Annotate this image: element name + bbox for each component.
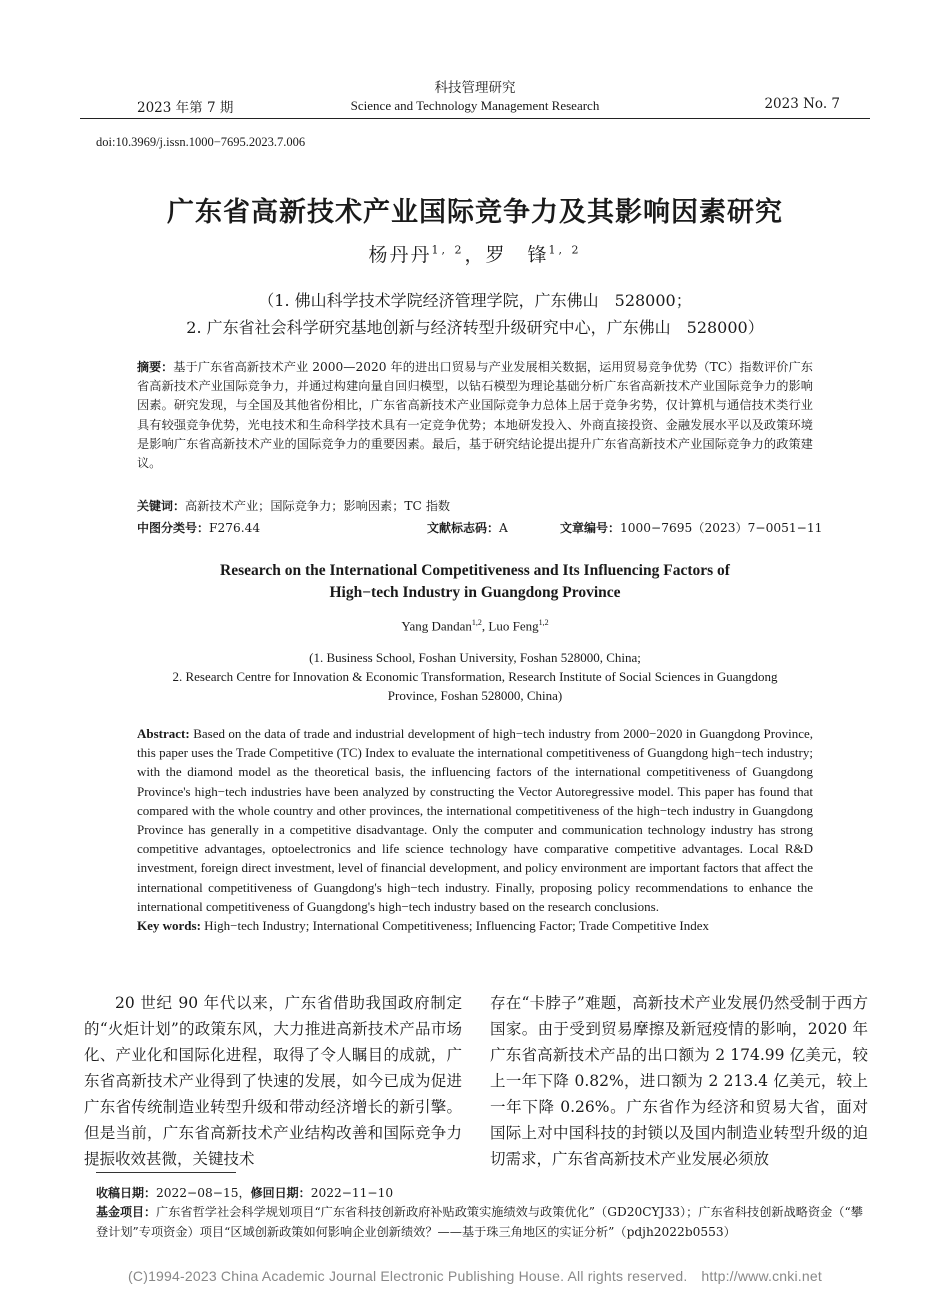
copyright-line bbox=[0, 1268, 950, 1284]
affiliation-cn-2: 2. 广东省社会科学研究基地创新与经济转型升级研究中心，广东佛山 528000） bbox=[186, 318, 764, 337]
clc bbox=[137, 519, 260, 536]
copyright-text: (C)1994-2023 China Academic Journal Electronic Publishing House. All rights reserved. bbox=[128, 1268, 688, 1284]
abstract-en-text: Based on the data of trade and industrial development of high−tech industry from 2000−2020 in Guangdong Province, this paper uses the Trade Competitive (TC) Index to evaluate the international competitiveness of Guangdong high−tech industry; with the diamond model as the theoretical basis, the influencing factors of the international competitiveness of Guangdong Province's high−tech industries have been analyzed by constructing the Vector Autoregressive model. This paper has found that compared with the whole country and other provinces, the international competitiveness of the high−tech industry in Guangdong Province has generally in a competitive disadvantage. Only the computer and communication technology industry has strong competitive advantages, optoelectronics and life science technology have comparative competitive advantages. Local R&D investment, foreign direct investment, level of financial development, and policy environment are important factors that affect the international competitiveness of Guangdong's high−tech industry. Finally, proposing policy recommendations to enhance the international competitiveness of Guangdong's high−tech industry based on the research conclusions. bbox=[137, 726, 813, 914]
clc-label: 中图分类号： bbox=[137, 521, 210, 535]
article-no bbox=[560, 519, 822, 536]
doc-code bbox=[427, 519, 508, 536]
affiliation-en-3: Province, Foshan 528000, China) bbox=[387, 688, 563, 703]
author-separator-cn: ， bbox=[464, 244, 486, 266]
author-2-en: Luo Feng bbox=[488, 618, 539, 634]
keywords-cn-text: 高新技术产业；国际竞争力；影响因素；TC 指数 bbox=[185, 499, 451, 513]
keywords-en-text: High−tech Industry; International Competitiveness; Influencing Factor; Trade Competitive Index bbox=[204, 918, 710, 934]
author-1-en-sup: 1,2 bbox=[471, 618, 482, 627]
keywords-cn-label: 关键词： bbox=[137, 499, 186, 513]
author-2-en-sup: 1,2 bbox=[538, 618, 549, 627]
journal-name-cn: 科技管理研究 bbox=[434, 80, 516, 96]
abstract-en bbox=[137, 724, 813, 935]
header-rule bbox=[80, 118, 870, 119]
affiliation-cn-1: （1. 佛山科学技术学院经济管理学院，广东佛山 528000； bbox=[258, 291, 692, 310]
doc-code-label: 文献标志码： bbox=[427, 521, 500, 535]
received-label: 收稿日期： bbox=[96, 1186, 157, 1200]
affiliations-en bbox=[0, 648, 950, 705]
footnote-dates bbox=[96, 1183, 871, 1203]
revised-value: 2022−11−10 bbox=[310, 1186, 394, 1200]
author-1-en: Yang Dandan bbox=[401, 618, 472, 634]
received-value: 2022−08−15， bbox=[156, 1186, 251, 1200]
footnote-rule bbox=[96, 1172, 236, 1173]
paper-title-en bbox=[0, 560, 950, 604]
fund-text: 广东省哲学社会科学规划项目“广东省科技创新政府补贴政策实施绩效与政策优化”（GD20CYJ33）；广东省科技创新战略资金（“攀登计划”专项资金）项目“区域创新政策如何影响企业创新绩效？——基于珠三角地区的实证分析”（pdjh2022b0553） bbox=[96, 1205, 863, 1239]
body-paragraph-1: 20 世纪 90 年代以来，广东省借助我国政府制定的“火炬计划”的政策东风，大力推进高新技术产品市场化、产业化和国际化进程，取得了令人瞩目的成就，广东省高新技术产业得到了快速的发展，如今已成为促进广东省传统制造业转型升级和带动经济增长的新引擎。但是当前，广东省高新技术产业结构改善和国际竞争力提振收效甚微，关键技术 bbox=[84, 994, 462, 1168]
body-paragraph-2: 存在“卡脖子”难题，高新技术产业发展仍然受制于西方国家。由于受到贸易摩擦及新冠疫情的影响，2020 年广东省高新技术产品的出口额为 2 174.99 亿美元，较上一年下降 0.82%，进口额为 2 213.4 亿美元，较上一年下降 0.26%。广东省作为经济和贸易大省，面对国际上对中国科技的封锁以及国内制造业转型升级的迫切需求，广东省高新技术产业发展必须放 bbox=[490, 994, 868, 1168]
author-1-cn-sup: 1, 2 bbox=[431, 243, 465, 257]
abstract-cn-text: 基于广东省高新技术产业 2000—2020 年的进出口贸易与产业发展相关数据，运用贸易竞争优势（TC）指数评价广东省高新技术产业国际竞争力，并通过构建向量自回归模型，以钻石模型为理论基础分析广东省高新技术产业国际竞争力的影响因素。研究发现，与全国及其他省份相比，广东省高新技术产业国际竞争力总体上居于竞争劣势，仅计算机与通信技术类行业具有较强竞争优势，光电技术和生命科学技术具有一定竞争优势；本地研发投入、外商直接投资、金融发展水平以及政策环境是影响广东省高新技术产业的国际竞争力的重要因素。最后，基于研究结论提出提升广东省高新技术产业国际竞争力的政策建议。 bbox=[137, 360, 813, 471]
journal-name-en: Science and Technology Management Research bbox=[350, 98, 600, 113]
header-issue-cn: 2023 年第 7 期 bbox=[137, 100, 234, 116]
affiliation-en-2: 2. Research Centre for Innovation & Economic Transformation, Research Institute of Social Sciences in Guangdong bbox=[172, 669, 778, 684]
affiliation-en-1: (1. Business School, Foshan University, Foshan 528000, China; bbox=[309, 650, 641, 665]
header-issue-en: 2023 No. 7 bbox=[764, 96, 840, 112]
paper-title-en-line2: High−tech Industry in Guangdong Province bbox=[329, 584, 621, 601]
keywords-en-label: Key words: bbox=[137, 918, 201, 934]
cnki-link[interactable]: http://www.cnki.net bbox=[701, 1268, 822, 1284]
fund-label: 基金项目： bbox=[96, 1205, 157, 1219]
clc-value: F276.44 bbox=[209, 521, 261, 535]
abstract-cn-label: 摘要： bbox=[137, 360, 174, 374]
revised-label: 修回日期： bbox=[250, 1186, 311, 1200]
authors-en bbox=[0, 618, 950, 634]
author-2-cn: 罗 锋 bbox=[485, 244, 549, 266]
article-no-label: 文章编号： bbox=[560, 521, 621, 535]
paper-title-cn: 广东省高新技术产业国际竞争力及其影响因素研究 bbox=[167, 197, 783, 228]
paper-title-en-line1: Research on the International Competitiveness and Its Influencing Factors of bbox=[220, 562, 730, 579]
author-separator-en: , bbox=[481, 618, 489, 634]
doi: doi:10.3969/j.issn.1000−7695.2023.7.006 bbox=[96, 135, 306, 149]
body-column-1 bbox=[84, 990, 462, 1172]
author-1-cn: 杨丹丹 bbox=[368, 244, 432, 266]
authors-cn bbox=[0, 240, 950, 267]
abstract-en-label: Abstract: bbox=[137, 726, 190, 741]
footnote-fund bbox=[96, 1202, 871, 1242]
body-column-2 bbox=[490, 990, 868, 1172]
keywords-cn bbox=[137, 497, 813, 516]
article-no-value: 1000−7695（2023）7−0051−11 bbox=[620, 521, 823, 535]
abstract-cn bbox=[137, 358, 813, 473]
doc-code-value: A bbox=[499, 521, 508, 535]
author-2-cn-sup: 1, 2 bbox=[548, 243, 582, 257]
